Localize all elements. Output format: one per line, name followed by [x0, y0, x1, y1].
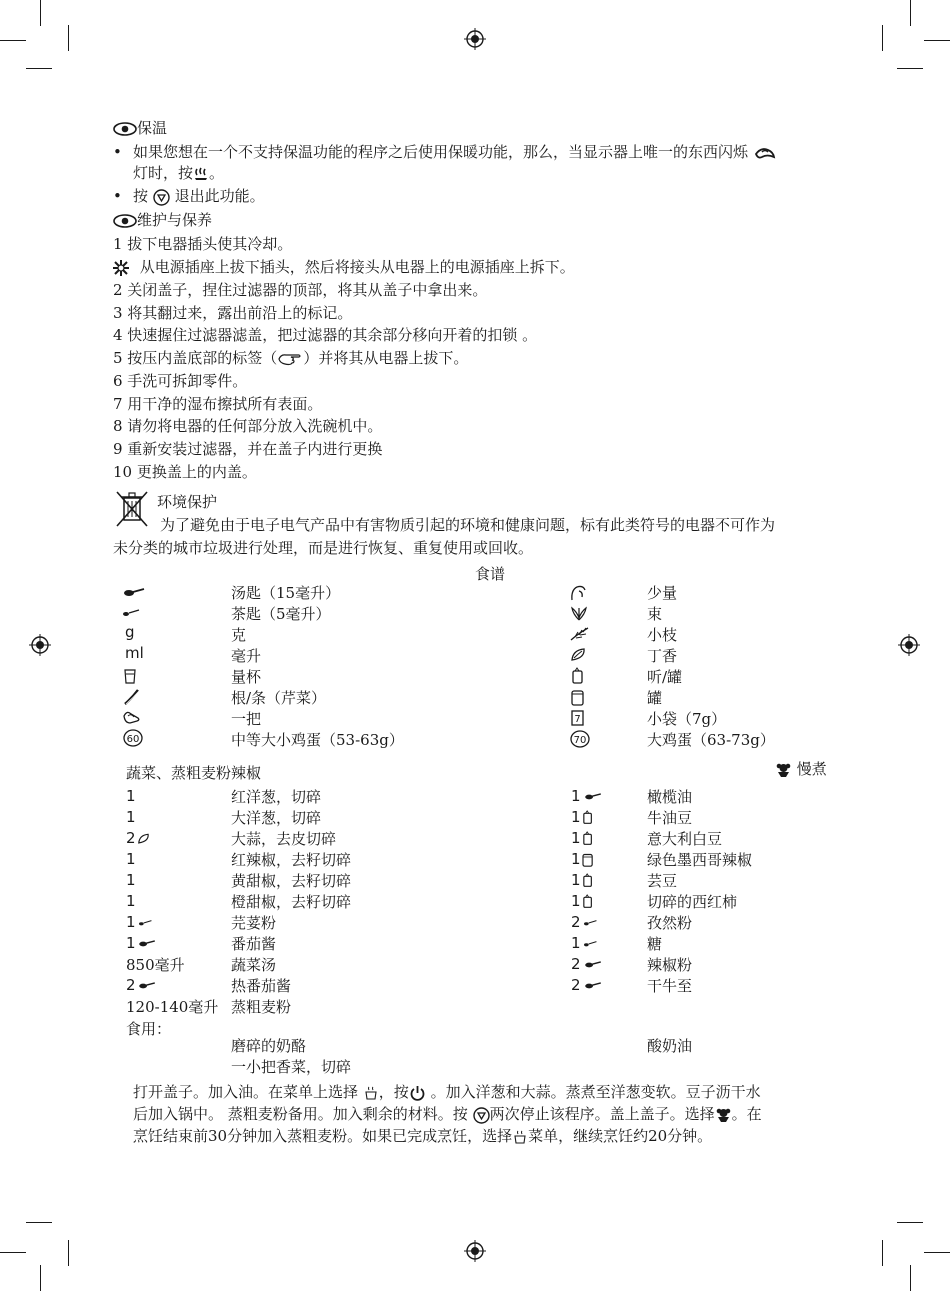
ingredient-item: 蒸粗麦粉	[231, 998, 292, 1016]
tablespoon-icon	[581, 790, 605, 804]
tablespoon-icon	[581, 958, 605, 972]
step-text: 5 按压内盖底部的标签（	[113, 349, 278, 367]
bullet-text: 如果您想在一个不支持保温功能的程序之后使用保暖功能，那么，当显示器上唯一的东西闪烁	[133, 143, 749, 161]
ingredient-qty	[126, 934, 158, 952]
ingredient-item: 大洋葱，切碎	[231, 809, 322, 827]
tablespoon-icon	[581, 979, 605, 993]
tablespoon-icon	[123, 584, 145, 602]
ingredient-qty: 120-140毫升	[126, 998, 219, 1016]
gram-symbol: g	[125, 623, 135, 641]
serve-label: 食用：	[126, 1020, 172, 1038]
warning-star-icon	[113, 260, 129, 276]
qty-number: 1	[126, 913, 136, 931]
qty-number: 1	[571, 934, 581, 952]
ingredient-qty	[126, 829, 154, 847]
legend-label: 一把	[231, 710, 262, 728]
ingredient-qty: 1	[126, 850, 136, 868]
ingredient-item: 孜然粉	[647, 914, 693, 932]
slow-cook-menu-icon	[512, 1130, 528, 1145]
ingredient-item: 糖	[647, 935, 663, 953]
measuring-cup-icon	[122, 668, 144, 686]
serve-item: 一小把香菜，切碎	[231, 1058, 352, 1076]
method-text: 烹饪结束前30分钟加入蒸粗麦粉。如果已完成烹饪，选择	[133, 1127, 513, 1145]
ingredient-item: 热番茄酱	[231, 977, 292, 995]
qty-number: 1	[571, 808, 581, 826]
ingredient-item: 红辣椒，去籽切碎	[231, 851, 352, 869]
ingredient-qty	[571, 913, 601, 931]
ingredient-item: 牛油豆	[647, 809, 693, 827]
recipe-heading: 食谱	[475, 565, 506, 583]
method-line	[133, 1103, 762, 1124]
ingredient-qty	[571, 976, 605, 994]
sprig-icon	[569, 625, 591, 643]
qty-number: 2	[126, 976, 136, 994]
jar-icon	[581, 852, 595, 867]
method-line	[133, 1081, 761, 1102]
keep-warm-bullet-1: • 如果您想在一个不支持保温功能的程序之后使用保暖功能，那么，当显示器上唯一的东西闪烁	[113, 142, 777, 162]
qty-number: 1	[571, 871, 581, 889]
slow-cook-mode	[775, 758, 827, 779]
maintenance-step: 3 将其翻过来，露出前沿上的标记。	[113, 304, 353, 322]
legend-label: 小枝	[647, 626, 678, 644]
keep-warm-title: 保温	[137, 119, 168, 137]
qty-number: 1	[126, 934, 136, 952]
serve-item: 磨碎的奶酪	[231, 1037, 307, 1055]
legend-label: 少量	[647, 584, 678, 602]
registration-mark-icon	[464, 28, 486, 50]
ingredient-qty	[571, 871, 595, 889]
tablespoon-icon	[136, 937, 158, 951]
celery-stick-icon	[122, 688, 144, 706]
legend-label: 汤匙（15毫升）	[231, 584, 341, 602]
stop-button-icon	[473, 1107, 490, 1124]
method-line	[133, 1125, 712, 1146]
ingredient-item: 切碎的西红柿	[647, 893, 738, 911]
ingredient-qty: 1	[126, 871, 136, 889]
bullet-text: 按	[133, 187, 149, 205]
qty-number: 1	[571, 892, 581, 910]
ingredient-qty: 850毫升	[126, 956, 185, 974]
legend-label: 罐	[647, 689, 663, 707]
handful-icon	[122, 708, 144, 726]
qty-number: 1	[571, 787, 581, 805]
ingredient-item: 蔬菜汤	[231, 956, 277, 974]
svg-text:7: 7	[574, 714, 581, 725]
svg-text:60: 60	[126, 734, 140, 745]
ingredient-qty	[571, 829, 595, 847]
ingredient-qty	[571, 850, 595, 868]
ingredient-item: 干牛至	[647, 977, 693, 995]
maintenance-step: 2 关闭盖子，捏住过滤器的顶部，将其从盖子中拿出来。	[113, 281, 488, 299]
ingredient-item: 大蒜，去皮切碎	[231, 830, 337, 848]
registration-mark-icon	[464, 1240, 486, 1262]
egg-70-icon	[570, 730, 592, 748]
ingredient-item: 橙甜椒，去籽切碎	[231, 893, 352, 911]
keep-warm-heading	[113, 118, 167, 138]
pointing-hand-icon	[277, 351, 303, 367]
warning-text: 从电源插座上拔下插头，然后将接头从电器上的电源插座上拆下。	[139, 258, 575, 276]
milliliter-symbol: ml	[125, 644, 144, 662]
legend-label: 根/条（芹菜）	[231, 689, 327, 707]
clove-icon	[136, 832, 154, 846]
method-text: 菜单，继续烹饪约20分钟。	[528, 1127, 713, 1145]
bullet-text: 。	[209, 164, 225, 182]
qty-number: 1	[571, 850, 581, 868]
ingredient-item: 芫荽粉	[231, 914, 277, 932]
maintenance-heading	[113, 210, 212, 230]
ingredient-qty	[571, 934, 601, 952]
clove-icon	[569, 646, 591, 664]
ingredient-qty	[571, 787, 605, 805]
ingredient-qty: 1	[126, 808, 136, 826]
maintenance-step: 4 快速握住过滤器滤盖，把过滤器的其余部分移向开着的扣锁 。	[113, 326, 538, 344]
maintenance-step: 7 用干净的湿布擦拭所有表面。	[113, 395, 323, 413]
ingredient-qty: 1	[126, 787, 136, 805]
maintenance-step: 6 手洗可拆卸零件。	[113, 372, 248, 390]
qty-number: 2	[571, 913, 581, 931]
bunch-icon	[569, 604, 591, 622]
can-icon	[581, 831, 595, 846]
teaspoon-icon	[581, 916, 601, 930]
legend-label: 小袋（7g）	[647, 710, 727, 728]
can-icon	[581, 810, 595, 825]
tablespoon-icon	[136, 979, 158, 993]
teaspoon-icon	[581, 937, 601, 951]
can-icon	[581, 873, 595, 888]
registration-mark-icon	[898, 634, 920, 656]
method-text: 后加入锅中。 蒸粗麦粉备用。加入剩余的材料。按	[133, 1105, 468, 1123]
ingredient-item: 辣椒粉	[647, 956, 693, 974]
registration-mark-icon	[29, 634, 51, 656]
qty-number: 2	[571, 955, 581, 973]
ingredient-item: 橄榄油	[647, 788, 693, 806]
sachet-7-icon	[569, 709, 591, 727]
qty-number: 2	[126, 829, 136, 847]
heat-icon	[193, 166, 209, 182]
ingredient-qty	[571, 808, 595, 826]
serve-item: 酸奶油	[647, 1037, 693, 1055]
legend-label: 束	[647, 605, 663, 623]
power-icon	[409, 1085, 426, 1102]
stop-button-icon	[153, 189, 170, 206]
maintenance-step: 8 请勿将电器的任何部分放入洗碗机中。	[113, 417, 383, 435]
legend-label: 中等大小鸡蛋（53-63g）	[231, 731, 404, 749]
maintenance-step: 1 拔下电器插头使其冷却。	[113, 235, 293, 253]
teaspoon-icon	[136, 916, 156, 930]
maintenance-warning	[113, 257, 575, 277]
keep-warm-indicator-icon	[753, 145, 777, 161]
pinch-icon	[569, 584, 591, 602]
slow-cook-menu-icon	[363, 1086, 379, 1101]
slow-cook-icon	[775, 762, 792, 778]
keep-warm-bullet-2: • 按 退出此功能。	[113, 187, 265, 205]
slow-cook-icon	[715, 1107, 732, 1123]
ingredient-item: 意大利白豆	[647, 830, 723, 848]
legend-label: 克	[231, 626, 247, 644]
ingredient-qty	[126, 976, 158, 994]
can-icon	[569, 667, 591, 685]
method-text: ，按	[378, 1083, 409, 1101]
ingredient-qty: 1	[126, 892, 136, 910]
legend-label: 听/罐	[647, 668, 683, 686]
crossed-bin-icon	[115, 490, 151, 530]
step-text: ）并将其从电器上拔下。	[303, 349, 469, 367]
teaspoon-icon	[121, 604, 143, 622]
egg-60-icon	[123, 729, 145, 747]
mode-label: 慢煮	[796, 760, 827, 778]
legend-label: 茶匙（5毫升）	[231, 605, 331, 623]
recipe-title: 蔬菜、蒸粗麦粉辣椒	[126, 764, 262, 782]
ingredient-item: 红洋葱，切碎	[231, 788, 322, 806]
environment-title: 环境保护	[157, 493, 218, 511]
qty-number: 1	[571, 829, 581, 847]
environment-text: 未分类的城市垃圾进行处理，而是进行恢复、重复使用或回收。	[113, 539, 534, 557]
maintenance-step	[113, 348, 468, 368]
maintenance-title: 维护与保养	[137, 211, 213, 229]
ingredient-qty	[571, 892, 595, 910]
legend-label: 大鸡蛋（63-73g）	[647, 731, 775, 749]
eye-icon	[113, 121, 137, 137]
ingredient-item: 绿色墨西哥辣椒	[647, 851, 753, 869]
can-icon	[581, 894, 595, 909]
method-text: 。在	[731, 1105, 762, 1123]
bullet-text: 退出此功能。	[174, 187, 265, 205]
eye-icon	[113, 213, 137, 229]
method-text: 打开盖子。加入油。在菜单上选择	[133, 1083, 359, 1101]
legend-label: 毫升	[231, 647, 262, 665]
legend-label: 量杯	[231, 668, 262, 686]
bullet-text: 灯时，按	[133, 164, 194, 182]
qty-number: 2	[571, 976, 581, 994]
maintenance-step: 9 重新安装过滤器，并在盖子内进行更换	[113, 440, 383, 458]
maintenance-step: 10 更换盖上的内盖。	[113, 463, 257, 481]
ingredient-item: 番茄酱	[231, 935, 277, 953]
jar-icon	[569, 688, 591, 706]
method-text: 两次停止该程序。盖上盖子。选择	[489, 1105, 715, 1123]
method-text: 。加入洋葱和大蒜。蒸煮至洋葱变软。豆子沥干水	[430, 1083, 761, 1101]
ingredient-qty	[126, 913, 156, 931]
legend-label: 丁香	[647, 647, 678, 665]
ingredient-qty	[571, 955, 605, 973]
ingredient-item: 黄甜椒，去籽切碎	[231, 872, 352, 890]
keep-warm-bullet-1-cont	[133, 163, 224, 183]
ingredient-item: 芸豆	[647, 872, 678, 890]
environment-text: 为了避免由于电子电气产品中有害物质引起的环境和健康问题，标有此类符号的电器不可作为	[160, 516, 776, 534]
svg-text:70: 70	[573, 735, 587, 746]
